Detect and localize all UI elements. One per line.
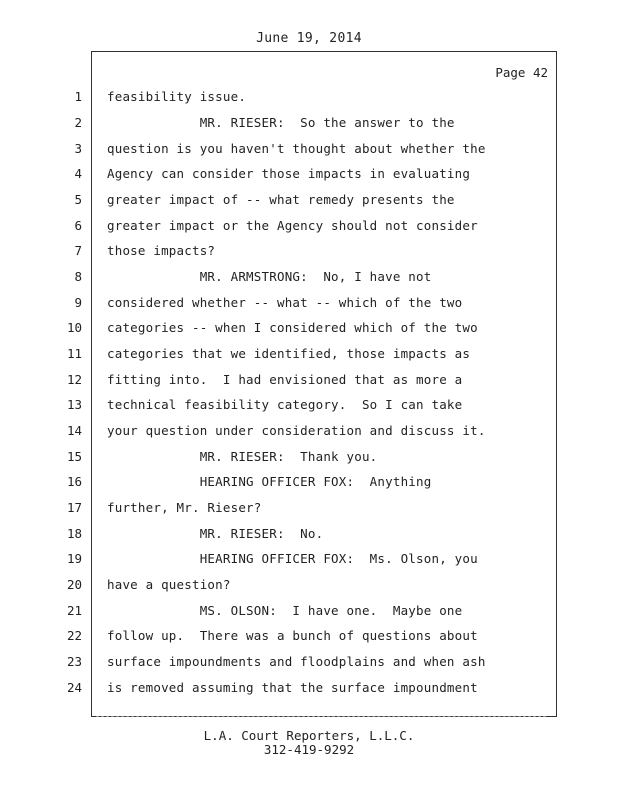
line-number: 2 — [74, 115, 82, 130]
line-number: 16 — [66, 474, 82, 489]
line-text: categories -- when I considered which of the two — [107, 320, 478, 335]
line-number: 24 — [66, 680, 82, 695]
line-text: MR. RIESER: So the answer to the — [107, 115, 455, 130]
line-number: 4 — [74, 166, 82, 181]
line-text: feasibility issue. — [107, 89, 247, 104]
line-text: MS. OLSON: I have one. Maybe one — [107, 603, 463, 618]
line-text: follow up. There was a bunch of questions about — [107, 628, 478, 643]
line-text: further, Mr. Rieser? — [107, 500, 262, 515]
line-number: 1 — [74, 89, 82, 104]
line-text: your question under consideration and discuss it. — [107, 423, 486, 438]
line-text: those impacts? — [107, 243, 216, 258]
line-number: 14 — [66, 423, 82, 438]
line-number: 17 — [66, 500, 82, 515]
line-number: 18 — [66, 526, 82, 541]
line-text: HEARING OFFICER FOX: Anything — [107, 474, 432, 489]
line-number: 10 — [66, 320, 82, 335]
line-text: have a question? — [107, 577, 231, 592]
line-number: 19 — [66, 551, 82, 566]
line-number: 5 — [74, 192, 82, 207]
line-text: technical feasibility category. So I can take — [107, 397, 463, 412]
line-text: is removed assuming that the surface impoundment — [107, 680, 478, 695]
line-text: surface impoundments and floodplains and when ash — [107, 654, 486, 669]
line-text: Agency can consider those impacts in evaluating — [107, 166, 471, 181]
line-number: 7 — [74, 243, 82, 258]
line-number: 21 — [66, 603, 82, 618]
footer-company: L.A. Court Reporters, L.L.C. — [203, 728, 415, 743]
line-text: question is you haven't thought about whether the — [107, 141, 486, 156]
line-number: 6 — [74, 218, 82, 233]
line-text: MR. ARMSTRONG: No, I have not — [107, 269, 432, 284]
line-number: 23 — [66, 654, 82, 669]
line-text: MR. RIESER: No. — [107, 526, 324, 541]
line-number: 9 — [74, 295, 82, 310]
line-text: MR. RIESER: Thank you. — [107, 449, 378, 464]
line-number: 13 — [66, 397, 82, 412]
frame-bottom-mark — [96, 716, 546, 719]
line-text: greater impact of -- what remedy presents the — [107, 192, 455, 207]
footer — [0, 729, 618, 757]
line-number: 11 — [66, 346, 82, 361]
line-number: 8 — [74, 269, 82, 284]
line-text: fitting into. I had envisioned that as more a — [107, 372, 463, 387]
line-text: HEARING OFFICER FOX: Ms. Olson, you — [107, 551, 478, 566]
line-number: 22 — [66, 628, 82, 643]
line-text: categories that we identified, those impacts as — [107, 346, 471, 361]
line-number: 15 — [66, 449, 82, 464]
footer-phone: 312-419-9292 — [263, 742, 355, 757]
line-text: considered whether -- what -- which of the two — [107, 295, 463, 310]
page-number: Page 42 — [495, 65, 548, 80]
line-text: greater impact or the Agency should not consider — [107, 218, 478, 233]
line-number: 12 — [66, 372, 82, 387]
line-number: 20 — [66, 577, 82, 592]
line-number: 3 — [74, 141, 82, 156]
transcript-date: June 19, 2014 — [256, 31, 362, 46]
